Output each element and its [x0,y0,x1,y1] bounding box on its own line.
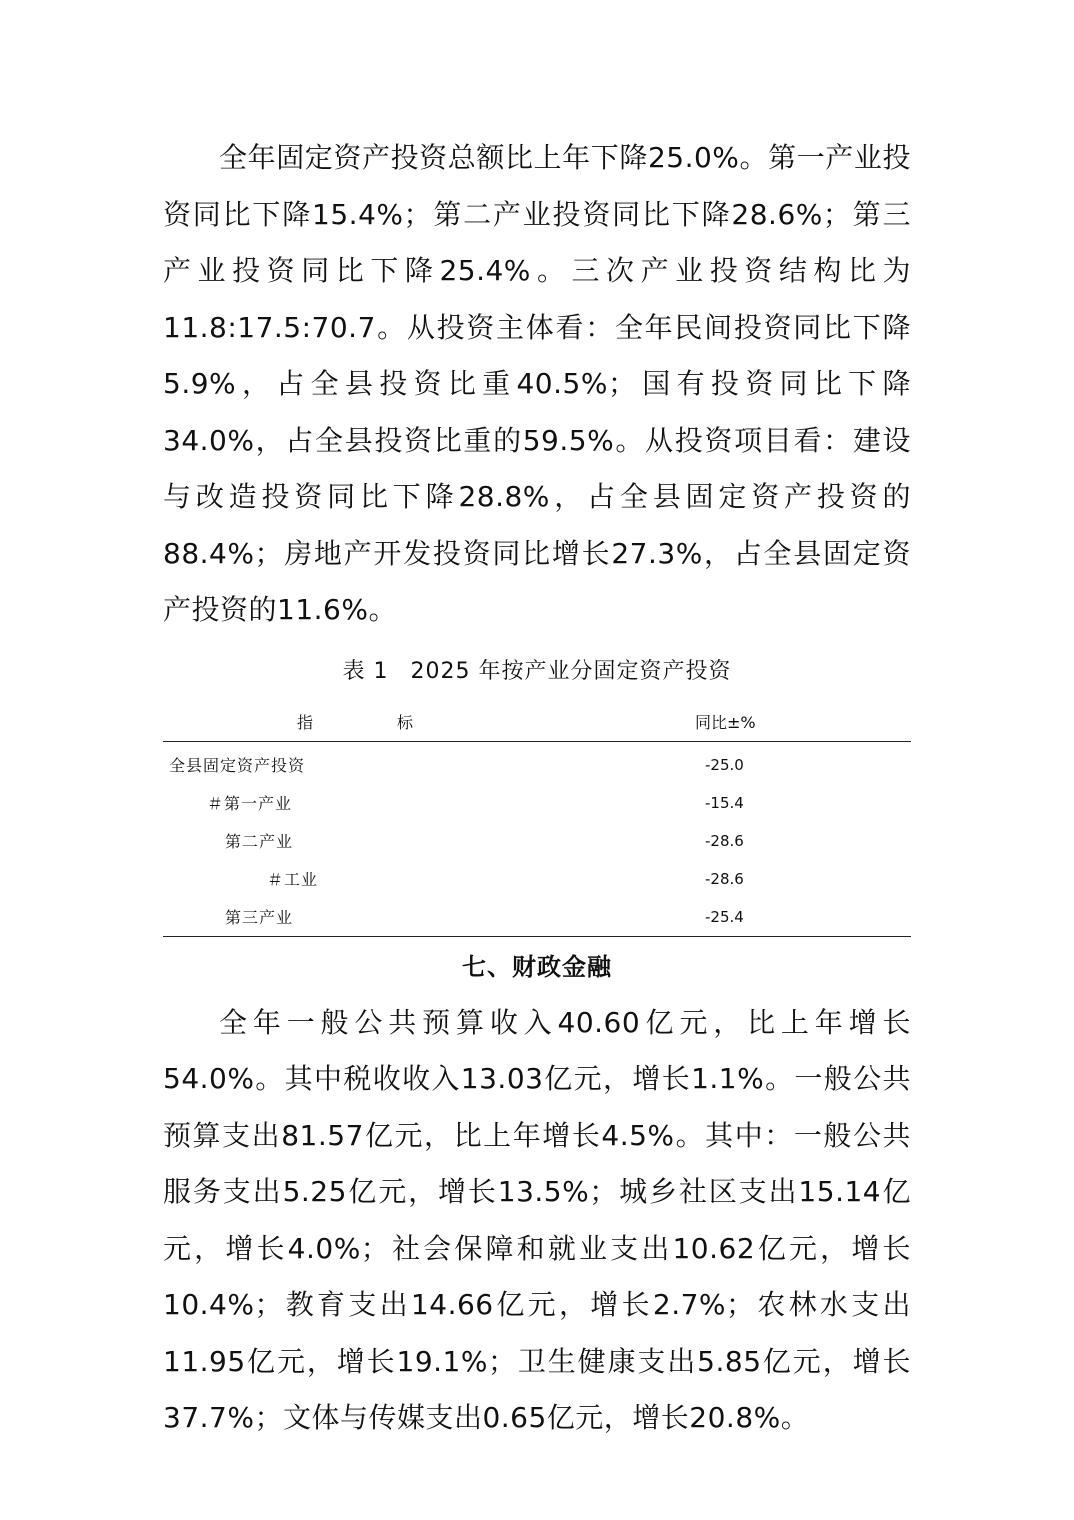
header-yoy: 同比±% [523,703,911,742]
section-heading: 七、财政金融 [462,952,612,981]
table-row [163,784,911,822]
row-label: ＃工业 [267,870,319,889]
table-row [163,860,911,898]
row-label: 第三产业 [163,898,523,937]
table-caption [163,655,911,689]
table-row [163,898,911,937]
header-indicator-char-2: 标 [397,713,414,732]
row-value: -25.0 [705,755,744,774]
row-value: -28.6 [705,869,744,888]
row-label: 全县固定资产投资 [169,756,306,775]
table-row [163,741,911,784]
table-number: 表 1 [342,658,389,684]
row-label: 第二产业 [225,832,294,851]
row-label: ＃第一产业 [207,794,293,813]
document-page [163,130,911,1447]
header-indicator [163,703,523,742]
header-indicator-char-1: 指 [297,713,314,732]
table-title: 2025 年按产业分固定资产投资 [410,658,732,684]
row-value: -25.4 [523,898,911,937]
table-header-row [163,703,911,742]
paragraph-fixed-asset-investment: 全年固定资产投资总额比上年下降25.0%。第一产业投资同比下降15.4%；第二产业投资同比下降28.6%；第三产业投资同比下降25.4%。三次产业投资结构比为11.8:17.5:70.7。从投资主体看：全年民间投资同比下降5.9%，占全县投资比重40.5%；国有投资同比下降34.0%，占全县投资比重的59.5%。从投资项目看：建设与改造投资同比下降28.8%，占全县固定资产投资的88.4%；房地产开发投资同比增长27.3%，占全县固定资产投资的11.6%。 [163,141,911,626]
row-value: -15.4 [705,793,744,812]
row-value: -28.6 [705,831,744,850]
paragraph-public-finance: 全年一般公共预算收入40.60亿元，比上年增长54.0%。其中税收收入13.03亿元，增长1.1%。一般公共预算支出81.57亿元，比上年增长4.5%。其中：一般公共服务支出5.25亿元，增长13.5%；城乡社区支出15.14亿元，增长4.0%；社会保障和就业支出10.62亿元，增长10.4%；教育支出14.66亿元，增长2.7%；农林水支出11.95亿元，增长19.1%；卫生健康支出5.85亿元，增长37.7%；文体与传媒支出0.65亿元，增长20.8%。 [163,1005,911,1434]
table-row [163,822,911,860]
investment-table [163,703,911,937]
